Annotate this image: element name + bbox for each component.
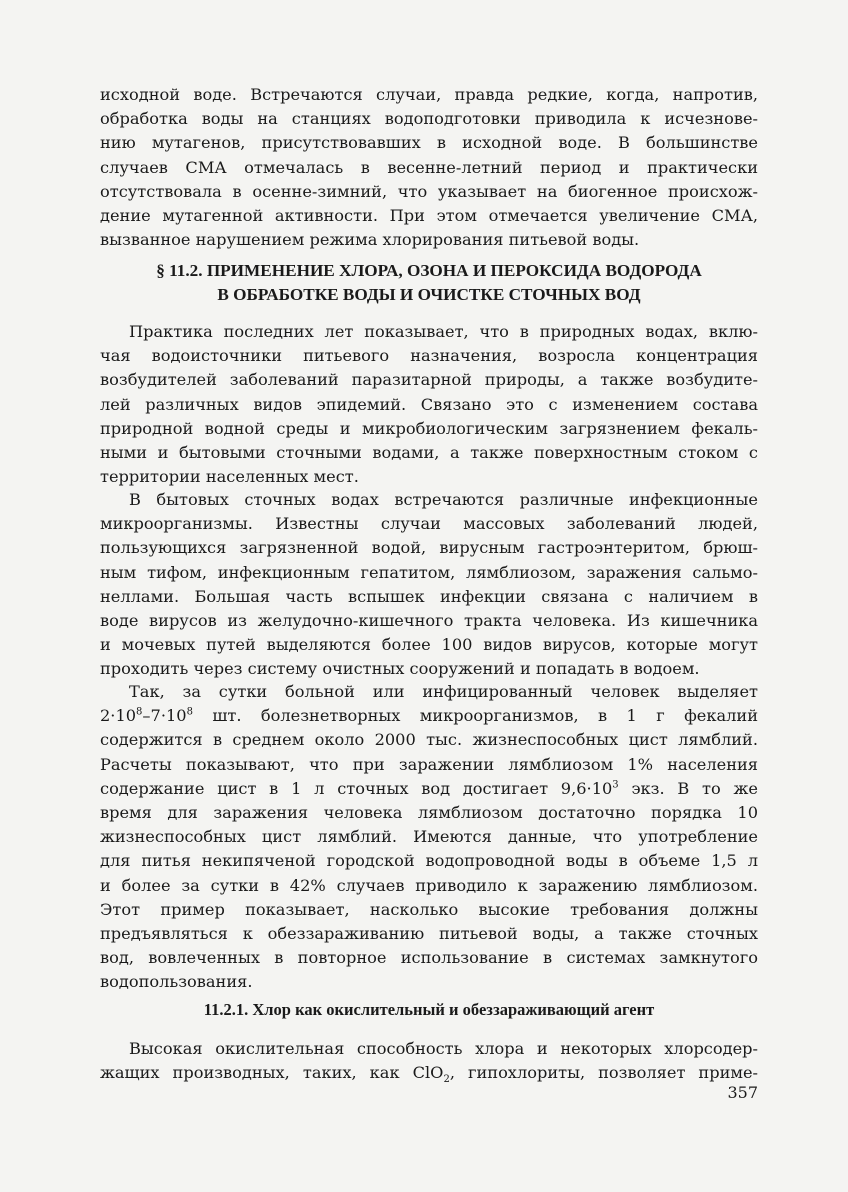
text-line: Высокая окислительная способность хлора и некоторых хлорсодер-	[129, 1039, 758, 1058]
text-line: нию мутагенов, присутствовавших в исходной воде. В большинстве	[100, 133, 758, 153]
text-line: микроорганизмы. Известны случаи массовых заболеваний людей,	[100, 514, 758, 534]
paragraph-infectious-microorganisms	[100, 488, 758, 682]
text-line: вод, вовлеченных в повторное использование в системах замкнутого	[100, 948, 758, 968]
section-heading	[100, 259, 758, 307]
text-line: время для заражения человека лямблиозом достаточно порядка 10	[100, 802, 758, 822]
text-line: чая водоисточники питьевого назначения, возросла концентрация	[100, 346, 758, 366]
text-line: проходить через систему очистных сооружений и попадать в водоем.	[100, 659, 700, 679]
text-line: Практика последних лет показывает, что в природных водах, вклю-	[129, 322, 758, 341]
text-line: воде вирусов из желудочно-кишечного тракта человека. Из кишечника	[100, 610, 758, 630]
subsection-heading: 11.2.1. Хлор как окислительный и обеззараживающий агент	[203, 1000, 655, 1019]
text-line: отсутствовала в осенне-зимний, что указывает на биогенное происхож-	[100, 181, 758, 201]
text-line: Так, за сутки больной или инфицированный человек выделяет	[129, 682, 758, 701]
text-line: вызванное нарушением режима хлорирования питьевой воды.	[100, 230, 640, 250]
text-line: водопользования.	[100, 972, 253, 992]
text-line: содержание цист в 1 л сточных вод достигает $9,6\cdot 10^3$ экз. В то же	[100, 778, 758, 798]
text-line: ным тифом, инфекционным гепатитом, лямблиозом, заражения сальмо-	[100, 562, 758, 582]
page-number: 357	[727, 1083, 758, 1102]
text-line: жизнеспособных цист лямблий. Имеются данные, что употребление	[100, 827, 758, 847]
text-line: жащих производных, таких, как ClO$_2$, гипохлориты, позволяет приме-	[100, 1063, 759, 1086]
text-line: $2\cdot 10^8-7\cdot 10^8$ шт. болезнетворных микроорганизмов, в 1 г фекалий	[100, 706, 758, 726]
text-line: исходной воде. Встречаются случаи, правда редкие, когда, напротив,	[100, 85, 758, 104]
text-line: В бытовых сточных водах встречаются различные инфекционные	[129, 490, 758, 509]
text-line: Этот пример показывает, насколько высокие требования должны	[100, 899, 758, 919]
text-line: лей различных видов эпидемий. Связано это с изменением состава	[100, 394, 758, 414]
text-line: содержится в среднем около 2000 тыс. жизнеспособных цист лямблий.	[100, 730, 758, 750]
intro-paragraph	[100, 83, 758, 252]
text-line: пользующихся загрязненной водой, вирусным гастроэнтеритом, брюш-	[100, 538, 758, 558]
text-line: ными и бытовыми сточными водами, а также поверхностным стоком с	[100, 442, 758, 462]
text-line: неллами. Большая часть вспышек инфекции связана с наличием в	[100, 586, 758, 606]
paragraph-lamblia	[100, 680, 758, 994]
text-line: предъявляться к обеззараживанию питьевой воды, а также сточных	[100, 923, 758, 943]
text-line: территории населенных мест.	[100, 467, 359, 487]
paragraph-chlorine	[100, 1037, 758, 1085]
section-heading-line: § 11.2. ПРИМЕНЕНИЕ ХЛОРА, ОЗОНА И ПЕРОКСИДА ВОДОРОДА	[156, 261, 702, 280]
text-line: обработка воды на станциях водоподготовки приводила к исчезнове-	[100, 109, 758, 129]
text-line: дение мутагенной активности. При этом отмечается увеличение СМА,	[100, 205, 758, 225]
text-line: и более за сутки в 42% случаев приводило к заражению лямблиозом.	[100, 875, 758, 895]
text-line: Расчеты показывают, что при заражении лямблиозом 1% населения	[100, 754, 758, 774]
paragraph-parasitic-pathogens	[100, 320, 758, 489]
section-heading-line: В ОБРАБОТКЕ ВОДЫ И ОЧИСТКЕ СТОЧНЫХ ВОД	[217, 285, 641, 304]
text-line: для питья некипяченой городской водопроводной воды в объеме 1,5 л	[100, 851, 758, 871]
text-line: случаев СМА отмечалась в весенне-летний период и практически	[100, 157, 758, 177]
text-line: природной водной среды и микробиологическим загрязнением фекаль-	[100, 418, 758, 438]
text-line: и мочевых путей выделяются более 100 видов вирусов, которые могут	[100, 635, 758, 655]
text-line: возбудителей заболеваний паразитарной природы, а также возбудите-	[100, 370, 758, 390]
